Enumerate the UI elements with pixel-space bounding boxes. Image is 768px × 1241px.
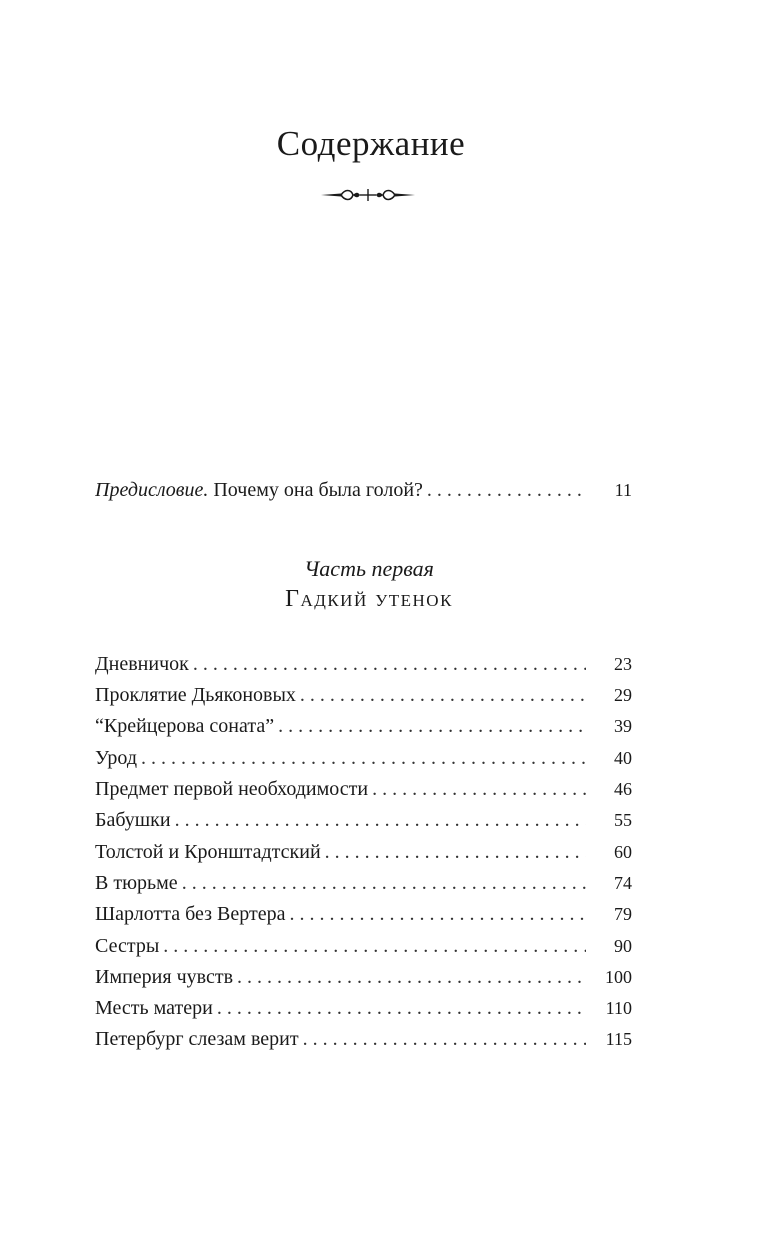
dot-leader bbox=[182, 872, 586, 895]
dot-leader bbox=[325, 841, 586, 864]
toc-page-number: 79 bbox=[614, 904, 632, 924]
toc-entry[interactable] bbox=[95, 872, 632, 898]
toc-page-number: 11 bbox=[614, 480, 632, 500]
toc-entry-title: Империя чувств bbox=[95, 966, 234, 988]
toc-entry-title: Предмет первой необходимости bbox=[95, 778, 369, 800]
dot-leader bbox=[372, 778, 586, 801]
preface-title: Почему она была голой? bbox=[213, 479, 423, 501]
toc-entry-title: Дневничок bbox=[95, 653, 189, 675]
toc-entry[interactable] bbox=[95, 841, 632, 867]
toc-entry[interactable] bbox=[95, 809, 632, 835]
dot-leader bbox=[141, 747, 586, 770]
toc-entry-title: Шарлотта без Вертера bbox=[95, 903, 286, 925]
dot-leader bbox=[303, 1028, 586, 1051]
toc-page-number: 39 bbox=[614, 716, 632, 736]
preface-label: Предисловие. bbox=[95, 479, 209, 501]
toc-entry-title: Месть матери bbox=[95, 997, 213, 1019]
toc-entry-title: Урод bbox=[95, 747, 138, 769]
toc-entry[interactable] bbox=[95, 903, 632, 929]
toc-page-number: 60 bbox=[614, 842, 632, 862]
dot-leader bbox=[175, 809, 586, 832]
dot-leader bbox=[193, 653, 586, 676]
toc-page-number: 55 bbox=[614, 810, 632, 830]
toc-page-number: 29 bbox=[614, 685, 632, 705]
toc-page-number: 74 bbox=[614, 873, 632, 893]
toc-entry[interactable] bbox=[95, 935, 632, 961]
toc-page-number: 40 bbox=[614, 748, 632, 768]
toc-entry[interactable] bbox=[95, 997, 632, 1023]
toc-page-number: 100 bbox=[605, 967, 632, 987]
toc-page-number: 110 bbox=[605, 998, 632, 1018]
toc-entry-title: “Крейцерова соната” bbox=[95, 715, 275, 737]
toc-entry-title: В тюрьме bbox=[95, 872, 178, 894]
toc-entry[interactable] bbox=[95, 966, 632, 992]
page-title: Содержание bbox=[276, 124, 466, 163]
toc-entry-title: Сестры bbox=[95, 935, 160, 957]
toc-entry-title bbox=[95, 479, 423, 502]
dot-leader bbox=[237, 966, 586, 989]
toc-entry-title: Проклятие Дьяконовых bbox=[95, 684, 296, 706]
toc-entry-title: Бабушки bbox=[95, 809, 171, 831]
toc-entry-title: Толстой и Кронштадтский bbox=[95, 841, 321, 863]
part-title: Гадкий утенок bbox=[285, 586, 453, 612]
toc-page-number: 115 bbox=[605, 1029, 632, 1049]
toc-entry-title: Петербург слезам верит bbox=[95, 1028, 299, 1050]
toc-entry[interactable] bbox=[95, 653, 632, 679]
toc-entry[interactable] bbox=[95, 684, 632, 710]
ornament-divider-icon bbox=[319, 186, 417, 204]
dot-leader bbox=[278, 715, 586, 738]
dot-leader bbox=[300, 684, 586, 707]
toc-entry[interactable] bbox=[95, 778, 632, 804]
toc-page-number: 90 bbox=[614, 936, 632, 956]
toc-entry[interactable] bbox=[95, 715, 632, 741]
dot-leader bbox=[427, 479, 586, 502]
toc-page-number: 23 bbox=[614, 654, 632, 674]
toc-page-number: 46 bbox=[614, 779, 632, 799]
dot-leader bbox=[217, 997, 586, 1020]
part-label: Часть первая bbox=[304, 556, 434, 581]
dot-leader bbox=[290, 903, 587, 926]
dot-leader bbox=[163, 935, 586, 958]
toc-entry-preface[interactable] bbox=[95, 479, 632, 505]
toc-entry[interactable] bbox=[95, 1028, 632, 1054]
toc-entry[interactable] bbox=[95, 747, 632, 773]
